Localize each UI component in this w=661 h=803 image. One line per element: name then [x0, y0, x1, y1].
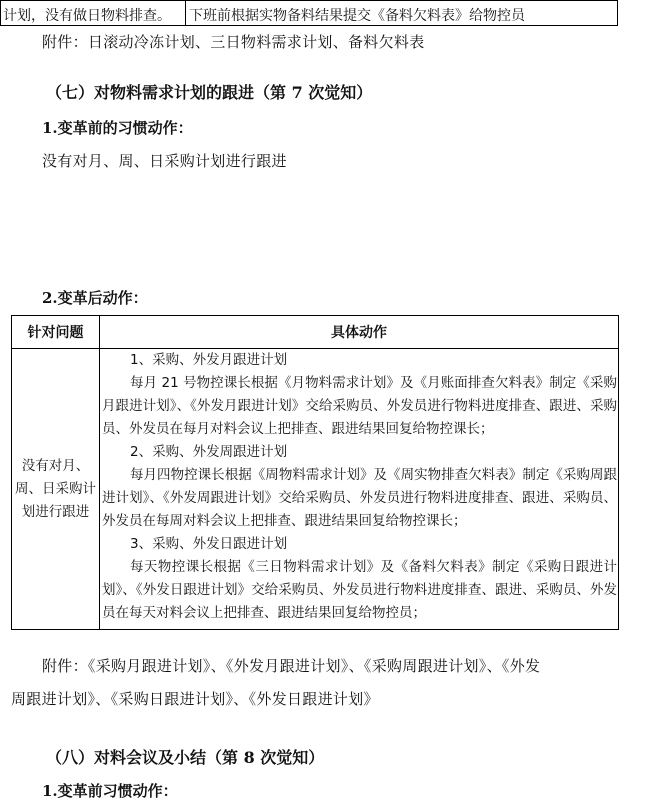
top-row-right-cell: 下班前根据实物备料结果提交《备料欠料表》给物控员 [189, 8, 525, 24]
top-row-divider [185, 1, 186, 25]
section8-before-heading: 1.变革前习惯动作： [42, 782, 178, 800]
header-issue: 针对问题 [12, 316, 100, 349]
section7-after-heading: 2.变革后动作： [42, 289, 148, 307]
top-table-row [0, 0, 618, 26]
action-body-monthly: 每月 21 号物控课长根据《月物料需求计划》及《月账面排查欠料表》制定《采购月跟进计划》、《外发月跟进计划》交给采购员、外发员进行物料进度排查、跟进、采购员、外发员在每月对料会议上把排查、跟进结果回复给物控课长； [102, 375, 617, 437]
section8-title: （八）对料会议及小结（第 8 次觉知） [46, 748, 325, 767]
top-row-left-cell: 计划，没有做日物料排查。 [3, 8, 171, 24]
action-title-daily: 3、采购、外发日跟进计划 [130, 536, 288, 552]
issue-cell [12, 349, 100, 630]
section7-before-text: 没有对月、周、日采购计划进行跟进 [42, 152, 287, 170]
section7-before-heading: 1.变革前的习惯动作： [42, 119, 193, 137]
action-body-daily: 每天物控课长根据《三日物料需求计划》及《备料欠料表》制定《采购日跟进计划》、《外发日跟进计划》交给采购员、外发员进行物料进度排查、跟进、采购员、外发员在每天对料会议上把排查、跟进结果回复给物控员； [102, 559, 617, 621]
section7-title: （七）对物料需求计划的跟进（第 7 次觉知） [46, 83, 373, 102]
header-action: 具体动作 [100, 316, 619, 349]
action-table [11, 315, 619, 630]
issue-line: 没有对月、 [21, 457, 90, 474]
issue-line: 划进行跟进 [21, 503, 90, 520]
issue-line: 周、日采购计 [15, 480, 96, 497]
actions-cell [100, 349, 619, 630]
attachment-line-top: 附件：日滚动冷冻计划、三日物料需求计划、备料欠料表 [42, 33, 425, 51]
table-row [12, 349, 619, 630]
section7-attachment-line2: 周跟进计划》、《采购日跟进计划》、《外发日跟进计划》 [11, 690, 379, 708]
action-body-weekly: 每月四物控课长根据《周物料需求计划》及《周实物排查欠料表》制定《采购周跟进计划》、《外发周跟进计划》交给采购员、外发员进行物料进度排查、跟进、采购员、外发员在每周对料会议上把排查、跟进结果回复给物控课长； [102, 467, 617, 529]
action-title-weekly: 2、采购、外发周跟进计划 [130, 444, 288, 460]
table-header-row [12, 316, 619, 349]
section7-attachment-line1: 附件：《采购月跟进计划》、《外发月跟进计划》、《采购周跟进计划》、《外发 [42, 657, 541, 675]
action-title-monthly: 1、采购、外发月跟进计划 [130, 352, 288, 368]
